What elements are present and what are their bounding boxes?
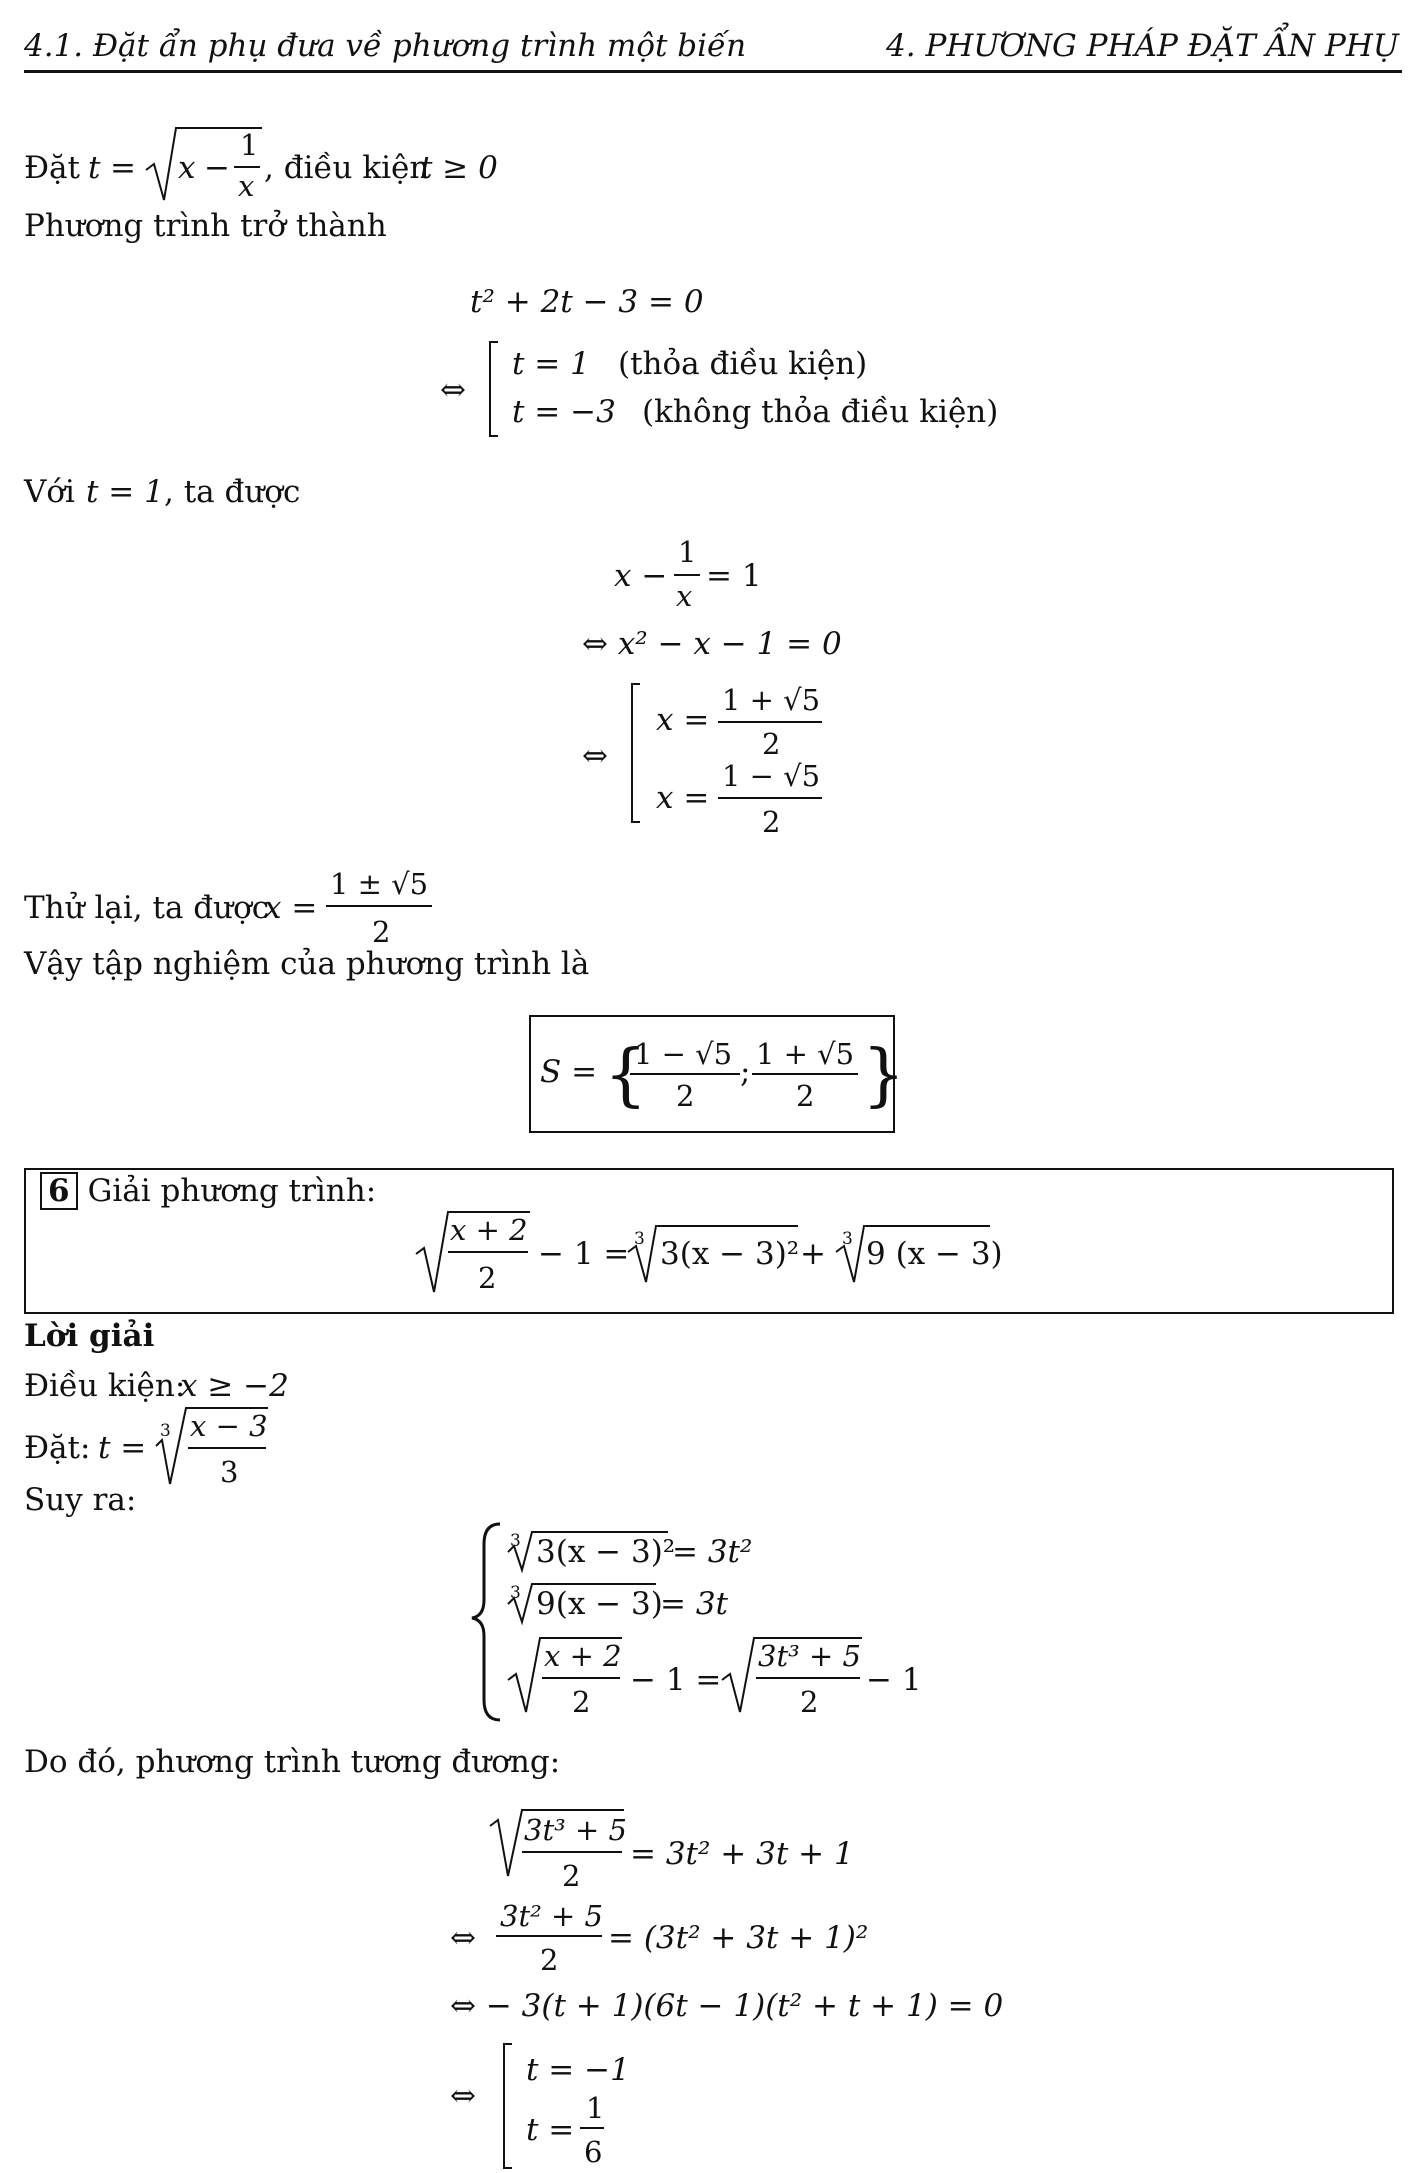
header-left: 4.1. Đặt ẩn phụ đưa về phương trình một biến [24,28,747,64]
sol2-lhs: x = [656,780,710,816]
check-den: 2 [372,915,391,949]
eq1: t² + 2t − 3 = 0 [470,284,704,320]
sys2-rad: 9(x − 3) [536,1586,663,1622]
sol1-num: 1 + √5 [722,683,821,717]
right-brace: } [862,1036,906,1115]
r2-lhs: t = [526,2112,575,2148]
becomes-text: Phương trình trở thành [24,208,387,244]
conclude-text: Vậy tập nghiệm của phương trình là [24,946,590,982]
S-den2: 2 [796,1079,815,1113]
cond-b: x ≥ −2 [180,1368,289,1404]
case1-note: (thỏa điều kiện) [618,346,868,382]
problem-root-index-1: 3 [634,1229,645,1249]
sys3-den: 2 [572,1685,591,1719]
case2: t = −3 [512,394,616,430]
sys2-root-index: 3 [510,1583,521,1603]
e4-iff: ⇔ [450,2078,476,2114]
problem-eq-r1: 3(x − 3)² [660,1236,800,1272]
header-right: 4. PHƯƠNG PHÁP ĐẶT ẨN PHỤ [886,28,1399,64]
check-num: 1 ± √5 [330,867,429,901]
sys3-num2: 3t³ + 5 [758,1639,861,1673]
e2-rhs: = (3t² + 3t + 1)² [608,1920,869,1956]
therefore-text: Do đó, phương trình tương đương: [24,1744,561,1780]
e1-rhs: = 3t² + 3t + 1 [630,1836,854,1872]
set-cond: , điều kiện [264,150,430,186]
set-cond-expr: t ≥ 0 [420,150,498,186]
system-brace [472,1524,500,1720]
problem-root-index-2: 3 [842,1229,853,1249]
left-brace: { [604,1036,648,1115]
problem-eq-r2: 9 (x − 3) [866,1236,1003,1272]
problem-eq-plus: + [800,1236,826,1272]
solution-heading: Lời giải [24,1318,155,1354]
with-t1-a: Với [24,474,75,510]
S-num2: 1 + √5 [756,1037,855,1071]
set-root-index: 3 [160,1421,171,1441]
sys3-den2: 2 [800,1685,819,1719]
sys3-end: − 1 [866,1662,922,1698]
S-lhs: S = [540,1054,598,1090]
problem-number: 6 [40,1172,78,1210]
with-t1-b: t = 1 [86,474,164,510]
r1: t = −1 [526,2052,630,2088]
S-num1: 1 − √5 [634,1037,733,1071]
check-a: Thử lại, ta được [24,890,270,926]
set-den: 3 [220,1455,239,1489]
with-t1-c: , ta được [164,474,301,510]
sys1-root-index: 3 [510,1531,521,1551]
set-prefix: Đặt [24,150,80,186]
sys1-rhs: = 3t² [672,1534,753,1570]
sys1-rad: 3(x − 3)² [536,1534,676,1570]
set-b: t = [98,1430,147,1466]
set-num: x − 3 [190,1409,268,1443]
S-den1: 2 [676,1079,695,1113]
set-a: Đặt: [24,1430,91,1466]
case1: t = 1 [512,346,590,382]
set-eq: = [110,150,136,186]
sol2-num: 1 − √5 [722,759,821,793]
l1-num: 1 [678,535,697,569]
e1-den: 2 [562,1859,581,1893]
sys3-mid: − 1 = [630,1662,722,1698]
e1-num: 3t³ + 5 [524,1813,627,1847]
sol1-den: 2 [762,727,781,761]
S-sep: ; [740,1054,751,1090]
sol1-lhs: x = [656,702,710,738]
case2-note: (không thỏa điều kiện) [642,394,999,430]
e2-iff: ⇔ [450,1920,476,1956]
set-num: 1 [240,128,259,162]
l1-den: x [676,579,693,613]
iff-1: ⇔ [440,372,466,408]
set-x: x [178,150,196,186]
e4-bracket [504,2044,512,2168]
set-den: x [238,169,255,203]
problem-eq-num: x + 2 [450,1213,528,1247]
e2-den: 2 [540,1943,559,1977]
cond-a: Điều kiện: [24,1368,186,1404]
sol2-den: 2 [762,805,781,839]
l2: ⇔ x² − x − 1 = 0 [582,626,842,662]
set-var: t [88,150,101,186]
iff-2: ⇔ [582,738,608,774]
r2-den: 6 [584,2135,603,2169]
sys3-num: x + 2 [544,1639,622,1673]
l1-right: = 1 [706,558,762,594]
check-b: x = [264,890,318,926]
problem-title: Giải phương trình: [87,1173,377,1209]
e2-num: 3t² + 5 [500,1899,603,1933]
sys2-rhs: = 3t [660,1586,729,1622]
r2-num: 1 [586,2091,605,2125]
l1-left: x − [614,558,668,594]
set-minus: − [204,150,230,186]
problem-eq-mid: − 1 = [538,1236,630,1272]
e3: ⇔ − 3(t + 1)(6t − 1)(t² + t + 1) = 0 [450,1988,1004,2024]
implies-text: Suy ra: [24,1482,137,1518]
problem-eq-den: 2 [478,1261,497,1295]
